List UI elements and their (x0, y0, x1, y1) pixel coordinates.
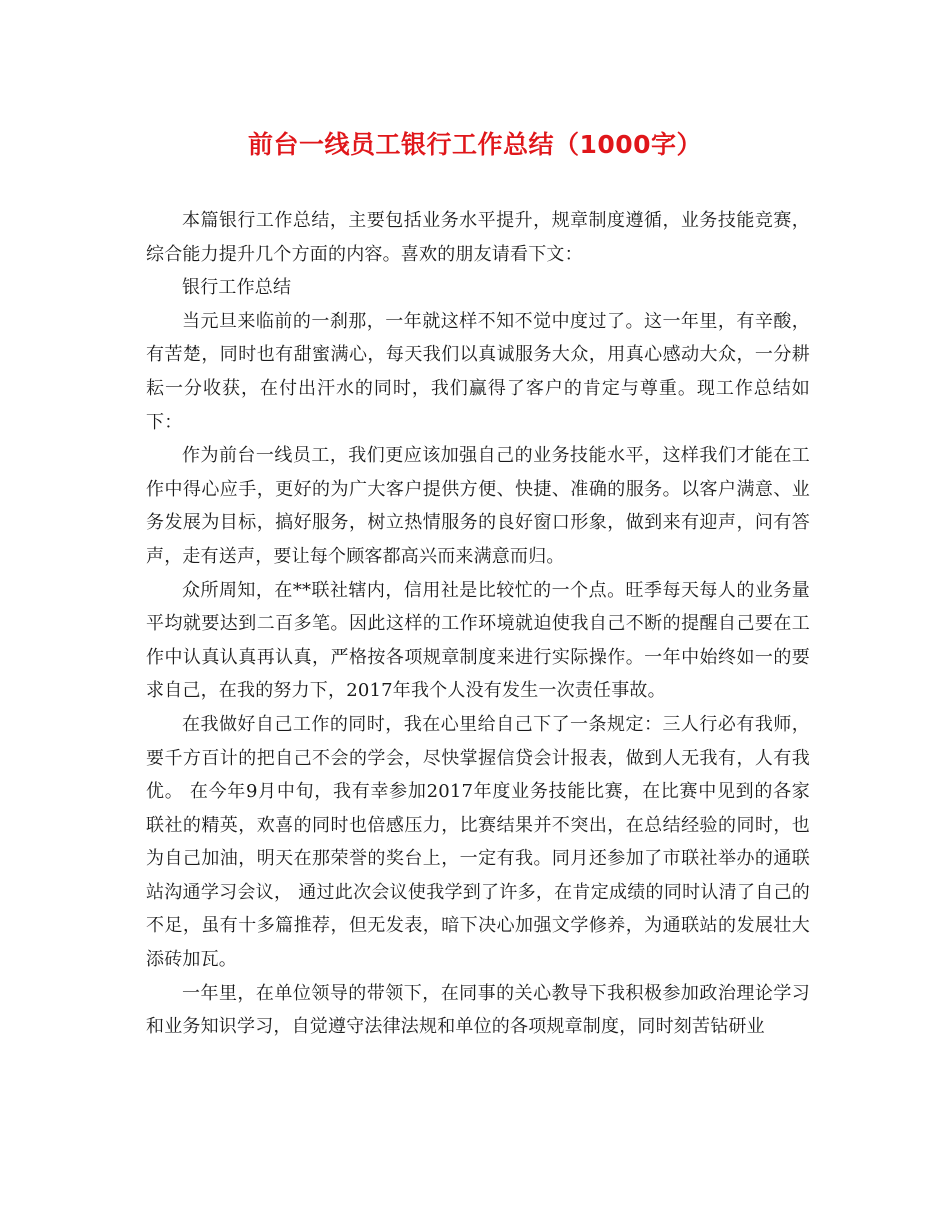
paragraph-study: 一年里，在单位领导的带领下，在同事的关心教导下我积极参加政治理论学习和业务知识学习，自觉遵守法律法规和单位的各项规章制度，同时刻苦钻研业 (146, 982, 810, 1038)
paragraph-workload: 众所周知，在**联社辖内，信用社是比较忙的一个点。旺季每天每人的业务量平均就要达到二百多笔。因此这样的工作环境就迫使我自己不断的提醒自己要在工作中认真认真再认真，严格按各项规章制度来进行实际操作。一年中始终如一的要求自己，在我的努力下，2017年我个人没有发生一次责任事故。 (146, 579, 810, 702)
document-title: 前台一线员工银行工作总结（1000字） (247, 130, 703, 159)
paragraph-intro: 本篇银行工作总结，主要包括业务水平提升，规章制度遵循，业务技能竞赛，综合能力提升几个方面的内容。喜欢的朋友请看下文： (146, 210, 810, 265)
document-body (146, 204, 810, 1044)
paragraph-new-year: 当元旦来临前的一刹那，一年就这样不知不觉中度过了。这一年里，有辛酸，有苦楚，同时也有甜蜜满心，每天我们以真诚服务大众，用真心感动大众，一分耕耘一分收获，在付出汗水的同时，我们赢得了客户的肯定与尊重。现工作总结如下： (146, 310, 810, 433)
paragraph-self-improvement: 在我做好自己工作的同时，我在心里给自己下了一条规定：三人行必有我师，要千方百计的把自己不会的学会，尽快掌握信贷会计报表，做到人无我有，人有我优。 在今年9月中旬，我有幸参加2017年度业务技能比赛，在比赛中见到的各家联社的精英，欢喜的同时也倍感压力，比赛结果并不突出，在总结经验的同时，也为自己加油，明天在那荣誉的奖台上，一定有我。同月还参加了市联社举办的通联站沟通学习会议， 通过此次会议使我学到了许多，在肯定成绩的同时认清了自己的不足，虽有十多篇推荐，但无发表，暗下决心加强文学修养，为通联站的发展壮大添砖加瓦。 (146, 713, 810, 971)
paragraph-subtitle: 银行工作总结 (182, 277, 292, 299)
paragraph-front-desk: 作为前台一线员工，我们更应该加强自己的业务技能水平，这样我们才能在工作中得心应手，更好的为广大客户提供方便、快捷、准确的服务。以客户满意、业务发展为目标，搞好服务，树立热情服务的良好窗口形象，做到来有迎声，问有答声，走有送声，要让每个顾客都高兴而来满意而归。 (146, 445, 810, 567)
